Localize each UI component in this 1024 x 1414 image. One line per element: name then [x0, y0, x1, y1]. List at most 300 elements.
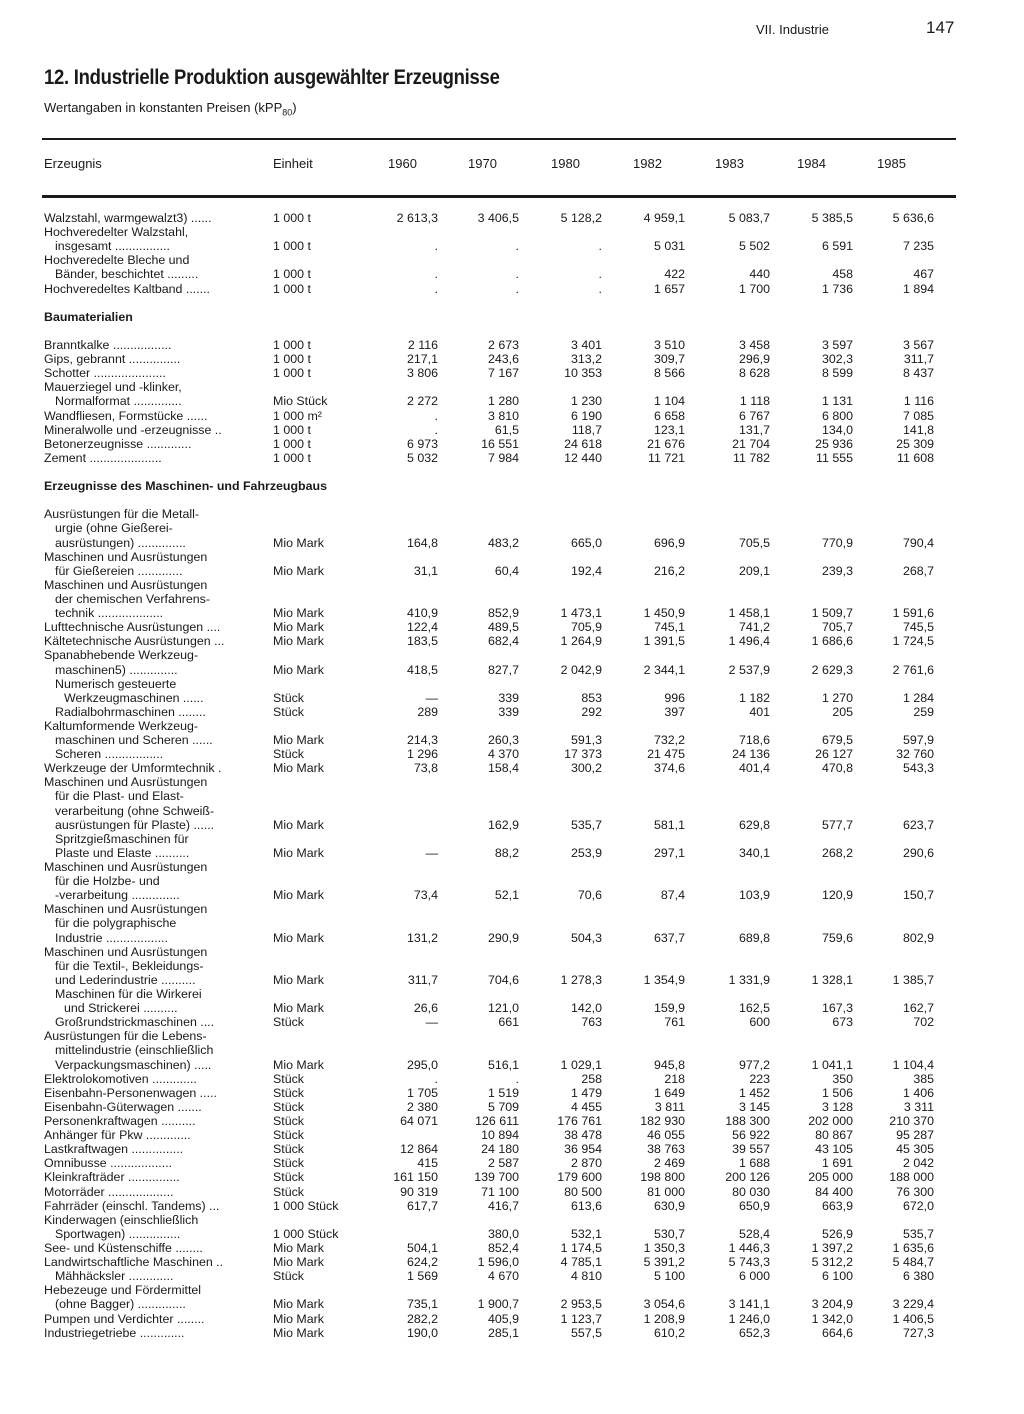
cell-1985: 1 284 — [902, 690, 934, 705]
cell-1970: 243,6 — [487, 352, 519, 367]
cell-1982: 1 657 — [653, 281, 685, 296]
row-unit: Stück — [273, 1085, 304, 1100]
cell-1960: 2 272 — [406, 394, 438, 409]
cell-1985: 7 085 — [902, 408, 934, 423]
row-label: für die Holzbe- und — [55, 874, 160, 889]
top-rule — [42, 138, 956, 140]
cell-1970: 661 — [498, 1015, 519, 1030]
cell-1960: 617,7 — [406, 1198, 438, 1213]
cell-1985: 2 761,6 — [892, 662, 934, 677]
cell-1970: 126 611 — [475, 1114, 519, 1128]
cell-1984: 84 400 — [815, 1184, 853, 1199]
cell-1960: 295,0 — [406, 1057, 438, 1072]
cell-1980: 532,1 — [570, 1226, 602, 1241]
cell-1980: 253,9 — [570, 845, 602, 860]
table-row — [0, 521, 1024, 535]
cell-1983: 689,8 — [738, 930, 770, 945]
row-label: für die polygraphische — [55, 916, 177, 931]
cell-1970: 1 519 — [487, 1085, 519, 1100]
table-row — [0, 451, 1024, 465]
cell-1970: 5 709 — [487, 1099, 519, 1114]
cell-1985: 727,3 — [902, 1325, 934, 1340]
table-row — [0, 832, 1024, 846]
cell-1985: 597,9 — [902, 733, 934, 748]
cell-1982: 309,7 — [653, 352, 685, 367]
table-row — [0, 465, 1024, 479]
row-unit: Stück — [273, 747, 304, 762]
cell-1983: 56 922 — [732, 1128, 770, 1143]
cell-1960: 282,2 — [406, 1311, 438, 1326]
table-row — [0, 282, 1024, 296]
cell-1983: 5 502 — [738, 239, 770, 254]
table-row — [0, 437, 1024, 451]
cell-1980: 3 401 — [570, 337, 602, 352]
cell-1980: 24 618 — [564, 436, 602, 451]
subtitle-text: Wertangaben in konstanten Preisen (kPP — [44, 100, 283, 115]
row-label: Numerisch gesteuerte — [55, 676, 177, 691]
cell-1983: 6 767 — [738, 408, 770, 423]
cell-1970: 339 — [498, 704, 519, 719]
cell-1970: 139 700 — [474, 1170, 519, 1185]
cell-1985: 311,7 — [903, 352, 934, 367]
cell-1970: 516,1 — [487, 1057, 519, 1072]
cell-1984: 759,6 — [821, 930, 853, 945]
cell-1982: 2 469 — [653, 1156, 685, 1171]
table-row — [0, 409, 1024, 423]
cell-1982: 21 676 — [647, 436, 685, 451]
row-label: Normalformat .............. — [55, 394, 182, 409]
cell-1984: 3 128 — [821, 1099, 853, 1114]
row-label: Anhänger für Pkw ............. — [44, 1128, 191, 1143]
row-label: Wandfliesen, Formstücke ...... — [44, 408, 208, 423]
table-row — [0, 606, 1024, 620]
cell-1982: 996 — [664, 690, 685, 705]
row-label: Eisenbahn-Güterwagen ....... — [44, 1099, 202, 1114]
table-row — [0, 352, 1024, 366]
row-label: Radialbohrmaschinen ........ — [55, 704, 206, 719]
table-row — [0, 1058, 1024, 1072]
row-unit: Stück — [273, 1015, 304, 1030]
cell-1983: 2 537,9 — [728, 662, 770, 677]
cell-1980: 300,2 — [570, 761, 602, 776]
cell-1982: 637,7 — [653, 930, 685, 945]
production-table — [0, 211, 1024, 1340]
cell-1984: 80 867 — [815, 1128, 853, 1143]
cell-1983: 1 458,1 — [728, 606, 770, 621]
row-label: Fahrräder (einschl. Tandems) ... — [44, 1198, 220, 1213]
cell-1960: 5 032 — [406, 450, 438, 465]
cell-1970: 489,5 — [487, 620, 519, 635]
cell-1970: 24 180 — [481, 1142, 519, 1157]
cell-1983: 1 246,0 — [728, 1311, 770, 1326]
cell-1980: 1 123,7 — [560, 1311, 602, 1326]
cell-1970: 3 406,5 — [477, 211, 519, 225]
row-label: Scheren ................. — [55, 747, 164, 762]
cell-1984: 5 312,2 — [811, 1255, 853, 1270]
cell-1983: 80 030 — [732, 1184, 770, 1199]
cell-1982: 945,8 — [653, 1057, 685, 1072]
table-row — [0, 747, 1024, 761]
row-unit: Mio Mark — [273, 634, 324, 649]
row-unit: 1 000 t — [273, 337, 311, 352]
cell-1960: 1 569 — [406, 1269, 438, 1284]
row-unit: 1 000 Stück — [273, 1198, 339, 1213]
cell-1985: 11 608 — [897, 450, 934, 465]
cell-1980: 665,0 — [570, 535, 602, 550]
cell-1970: 852,4 — [487, 1240, 519, 1255]
cell-1984: 1 509,7 — [811, 606, 853, 621]
section-heading: Erzeugnisse des Maschinen- und Fahrzeugbaus — [44, 479, 327, 494]
row-unit: 1 000 t — [273, 267, 311, 282]
cell-1984: 3 597 — [821, 337, 853, 352]
row-label: maschinen und Scheren ...... — [55, 733, 213, 748]
table-row — [0, 1128, 1024, 1142]
cell-1980: 4 810 — [570, 1269, 602, 1284]
row-label: Hochveredelter Walzstahl, — [44, 225, 189, 240]
cell-1983: 1 452 — [738, 1085, 770, 1100]
cell-1985: 467 — [913, 267, 934, 282]
cell-1980: 1 029,1 — [560, 1057, 602, 1072]
cell-1985: 162,7 — [902, 1001, 934, 1016]
cell-1984: 577,7 — [821, 817, 853, 832]
cell-1982: 123,1 — [653, 422, 685, 437]
cell-1983: 401,4 — [738, 761, 770, 776]
cell-1982: 1 649 — [653, 1085, 685, 1100]
cell-1970: 52,1 — [494, 888, 519, 903]
table-row — [0, 916, 1024, 930]
row-unit: Mio Mark — [273, 733, 324, 748]
cell-1970: 2 587 — [487, 1156, 519, 1171]
row-label: Walzstahl, warmgewalzt3) ...... — [44, 211, 212, 225]
cell-1960: . — [434, 239, 438, 254]
cell-1960: 415 — [417, 1156, 438, 1171]
cell-1984: 1 506 — [821, 1085, 853, 1100]
cell-1983: 1 118 — [739, 394, 770, 409]
cell-1983: 6 000 — [738, 1269, 770, 1284]
cell-1984: 663,9 — [821, 1198, 853, 1213]
table-row — [0, 225, 1024, 239]
cell-1982: 696,9 — [653, 535, 685, 550]
row-unit: Mio Mark — [273, 972, 324, 987]
cell-1984: 8 599 — [821, 366, 853, 381]
row-unit: Stück — [273, 1156, 304, 1171]
row-unit: Stück — [273, 1114, 304, 1128]
row-label: Industriegetriebe ............. — [44, 1325, 185, 1340]
cell-1984: 205 000 — [808, 1170, 853, 1185]
row-unit: Mio Mark — [273, 535, 324, 550]
cell-1985: 1 406,5 — [892, 1311, 934, 1326]
row-label: Pumpen und Verdichter ........ — [44, 1311, 205, 1326]
row-label: Hebezeuge und Fördermittel — [44, 1283, 202, 1298]
cell-1960: 6 973 — [406, 436, 438, 451]
cell-1984: 11 555 — [816, 450, 853, 465]
row-label: der chemischen Verfahrens- — [55, 591, 210, 606]
table-row — [0, 592, 1024, 606]
cell-1982: 218 — [664, 1071, 685, 1086]
cell-1980: 1 473,1 — [560, 606, 602, 621]
row-unit: Mio Mark — [273, 888, 324, 903]
row-label: Lufttechnische Ausrüstungen .... — [44, 620, 221, 635]
table-row — [0, 1072, 1024, 1086]
row-unit: Mio Mark — [273, 606, 324, 621]
row-unit: 1 000 t — [273, 281, 311, 296]
cell-1960: . — [434, 1071, 438, 1086]
cell-1960: 217,1 — [406, 352, 438, 367]
cell-1984: 239,3 — [821, 563, 853, 578]
table-row — [0, 1185, 1024, 1199]
row-unit: Mio Mark — [273, 1240, 324, 1255]
table-row — [0, 959, 1024, 973]
table-row — [0, 620, 1024, 634]
subtitle-subscript: 80 — [282, 107, 293, 118]
cell-1960: — — [425, 1015, 438, 1030]
row-unit: Mio Mark — [273, 761, 324, 776]
cell-1980: . — [598, 239, 602, 254]
row-unit: 1 000 t — [273, 436, 311, 451]
cell-1983: 5 083,7 — [728, 211, 770, 225]
cell-1982: 297,1 — [653, 845, 685, 860]
table-row — [0, 296, 1024, 310]
cell-1960: 410,9 — [406, 606, 438, 621]
cell-1985: 1 591,6 — [892, 606, 934, 621]
row-unit: Mio Mark — [273, 817, 324, 832]
cell-1983: 39 557 — [732, 1142, 770, 1157]
table-header — [0, 156, 1024, 176]
cell-1970: 704,6 — [487, 972, 519, 987]
table-row — [0, 366, 1024, 380]
cell-1984: 679,5 — [821, 733, 853, 748]
table-row — [0, 775, 1024, 789]
cell-1984: 6 800 — [821, 408, 853, 423]
cell-1970: . — [515, 267, 519, 282]
cell-1983: 1 688 — [738, 1156, 770, 1171]
cell-1984: 6 591 — [821, 239, 853, 254]
cell-1970: 121,0 — [487, 1001, 519, 1016]
cell-1982: 1 450,9 — [643, 606, 685, 621]
cell-1982: 3 811 — [654, 1099, 685, 1114]
row-unit: Stück — [273, 690, 304, 705]
row-label: Spanabhebende Werkzeug- — [44, 648, 199, 663]
row-unit: Mio Stück — [273, 394, 328, 409]
cell-1984: 1 736 — [821, 281, 853, 296]
cell-1970: 4 370 — [487, 747, 519, 762]
row-unit: Mio Mark — [273, 845, 324, 860]
table-row — [0, 648, 1024, 662]
row-unit: Mio Mark — [273, 1325, 324, 1340]
cell-1980: 2 953,5 — [560, 1297, 602, 1312]
cell-1980: 179 600 — [557, 1170, 602, 1185]
cell-1984: 458 — [832, 267, 853, 282]
cell-1985: 2 042 — [902, 1156, 934, 1171]
cell-1980: 38 478 — [564, 1128, 602, 1143]
cell-1960: 311,7 — [407, 972, 438, 987]
cell-1970: 1 596,0 — [477, 1255, 519, 1270]
cell-1970: 71 100 — [481, 1184, 519, 1199]
cell-1960: 1 296 — [406, 747, 438, 762]
cell-1983: 11 782 — [733, 450, 770, 465]
cell-1970: 416,7 — [487, 1198, 519, 1213]
table-row — [0, 945, 1024, 959]
row-label: für Gießereien ............. — [55, 563, 183, 578]
chapter-header: VII. Industrie — [756, 22, 829, 37]
cell-1980: 70,6 — [577, 888, 602, 903]
row-label: Mauerziegel und -klinker, — [44, 380, 182, 395]
row-unit: Stück — [273, 1170, 304, 1185]
cell-1985: 1 894 — [902, 281, 934, 296]
page-number: 147 — [926, 18, 955, 37]
cell-1983: 8 628 — [738, 366, 770, 381]
cell-1982: 198 800 — [640, 1170, 685, 1185]
cell-1980: . — [598, 281, 602, 296]
cell-1984: 2 629,3 — [811, 662, 853, 677]
cell-1985: 6 380 — [902, 1269, 934, 1284]
cell-1960: 2 613,3 — [396, 211, 438, 225]
cell-1983: 131,7 — [738, 422, 770, 437]
row-label: verarbeitung (ohne Schweiß- — [55, 803, 215, 818]
cell-1985: 25 309 — [896, 436, 934, 451]
cell-1980: 4 455 — [570, 1099, 602, 1114]
cell-1980: 763 — [581, 1015, 602, 1030]
row-unit: 1 000 t — [273, 366, 311, 381]
cell-1982: 1 350,3 — [643, 1240, 685, 1255]
cell-1985: 1 116 — [903, 394, 934, 409]
cell-1982: 581,1 — [653, 817, 685, 832]
table-row — [0, 211, 1024, 225]
cell-1980: 535,7 — [570, 817, 602, 832]
cell-1984: 664,6 — [821, 1325, 853, 1340]
section-heading: Baumaterialien — [44, 309, 133, 324]
cell-1984: 167,3 — [821, 1001, 853, 1016]
cell-1970: 4 670 — [487, 1269, 519, 1284]
cell-1960: 31,1 — [413, 563, 438, 578]
row-label: technik ................... — [55, 606, 164, 621]
cell-1980: 6 190 — [570, 408, 602, 423]
cell-1970: 1 900,7 — [477, 1297, 519, 1312]
cell-1985: 1 406 — [902, 1085, 934, 1100]
row-label: und Lederindustrie .......... — [55, 972, 196, 987]
cell-1982: 1 391,5 — [643, 634, 685, 649]
cell-1960: 418,5 — [406, 662, 438, 677]
cell-1984: 526,9 — [821, 1226, 853, 1241]
col-header-1985: 1985 — [877, 156, 906, 171]
cell-1984: 1 342,0 — [811, 1311, 853, 1326]
table-row — [0, 578, 1024, 592]
cell-1980: . — [598, 267, 602, 282]
row-unit: Stück — [273, 1071, 304, 1086]
row-label: Betonerzeugnisse ............. — [44, 436, 192, 451]
cell-1970: 405,9 — [487, 1311, 519, 1326]
table-row — [0, 493, 1024, 507]
cell-1983: 1 700 — [738, 281, 770, 296]
cell-1960: 131,2 — [406, 930, 438, 945]
table-row — [0, 860, 1024, 874]
row-label: Maschinen und Ausrüstungen — [44, 902, 208, 917]
cell-1980: 192,4 — [570, 563, 602, 578]
cell-1970: 260,3 — [487, 733, 519, 748]
cell-1983: 652,3 — [738, 1325, 770, 1340]
cell-1983: 1 182 — [738, 690, 770, 705]
row-label: insgesamt ................ — [55, 239, 170, 254]
cell-1983: 162,5 — [738, 1001, 770, 1016]
row-unit: Mio Mark — [273, 1297, 324, 1312]
cell-1960: 64 071 — [400, 1114, 438, 1128]
cell-1980: 2 870 — [570, 1156, 602, 1171]
row-unit: Stück — [273, 1269, 304, 1284]
cell-1970: 339 — [498, 690, 519, 705]
cell-1984: 5 385,5 — [811, 211, 853, 225]
row-label: Eisenbahn-Personenwagen ..... — [44, 1085, 217, 1100]
row-label: Ausrüstungen für die Metall- — [44, 507, 199, 522]
table-row — [0, 1326, 1024, 1340]
cell-1983: 1 496,4 — [728, 634, 770, 649]
table-row — [0, 677, 1024, 691]
table-row — [0, 888, 1024, 902]
row-label: für die Plast- und Elast- — [55, 789, 184, 804]
cell-1983: 5 743,3 — [728, 1255, 770, 1270]
row-unit: Mio Mark — [273, 563, 324, 578]
col-header-einheit: Einheit — [273, 156, 313, 171]
table-row — [0, 380, 1024, 394]
row-unit: Stück — [273, 1128, 304, 1143]
cell-1982: 1 208,9 — [643, 1311, 685, 1326]
cell-1980: 705,9 — [570, 620, 602, 635]
cell-1982: 422 — [664, 267, 685, 282]
cell-1960: 735,1 — [406, 1297, 438, 1312]
cell-1960: — — [425, 690, 438, 705]
row-label: Hochveredeltes Kaltband ....... — [44, 281, 210, 296]
cell-1985: 802,9 — [902, 930, 934, 945]
table-row — [0, 239, 1024, 253]
row-label: Maschinen und Ausrüstungen — [44, 944, 208, 959]
table-row — [0, 1170, 1024, 1184]
cell-1983: 200 126 — [725, 1170, 770, 1185]
cell-1984: 3 204,9 — [811, 1297, 853, 1312]
cell-1970: 7 167 — [487, 366, 519, 381]
cell-1985: 1 724,5 — [892, 634, 934, 649]
row-label: Zement ..................... — [44, 450, 162, 465]
cell-1980: 80 500 — [564, 1184, 602, 1199]
row-label: Omnibusse .................. — [44, 1156, 173, 1171]
table-row — [0, 1015, 1024, 1029]
row-label: Verpackungsmaschinen) ..... — [55, 1057, 212, 1072]
cell-1985: 1 104,4 — [892, 1057, 934, 1072]
row-unit: Stück — [273, 704, 304, 719]
row-unit: Mio Mark — [273, 1001, 324, 1016]
cell-1984: 770,9 — [821, 535, 853, 550]
cell-1960: 90 319 — [400, 1184, 438, 1199]
table-row — [0, 1199, 1024, 1213]
cell-1984: 1 397,2 — [811, 1240, 853, 1255]
cell-1982: 3 510 — [653, 337, 685, 352]
cell-1982: 5 391,2 — [643, 1255, 685, 1270]
row-label: Lastkraftwagen ............... — [44, 1142, 184, 1157]
cell-1984: 1 686,6 — [811, 634, 853, 649]
row-unit: Mio Mark — [273, 1255, 324, 1270]
cell-1982: 374,6 — [653, 761, 685, 776]
cell-1960: 214,3 — [406, 733, 438, 748]
cell-1982: 11 721 — [648, 450, 685, 465]
cell-1985: 268,7 — [902, 563, 934, 578]
cell-1960: — — [425, 845, 438, 860]
row-label: Elektrolokomotiven ............. — [44, 1071, 197, 1086]
cell-1983: 600 — [749, 1015, 770, 1030]
cell-1982: 732,2 — [653, 733, 685, 748]
cell-1980: 613,6 — [570, 1198, 602, 1213]
cell-1983: 188 300 — [725, 1114, 770, 1128]
cell-1983: 3 141,1 — [728, 1297, 770, 1312]
row-label: Kaltumformende Werkzeug- — [44, 718, 199, 733]
cell-1985: 141,8 — [902, 422, 934, 437]
